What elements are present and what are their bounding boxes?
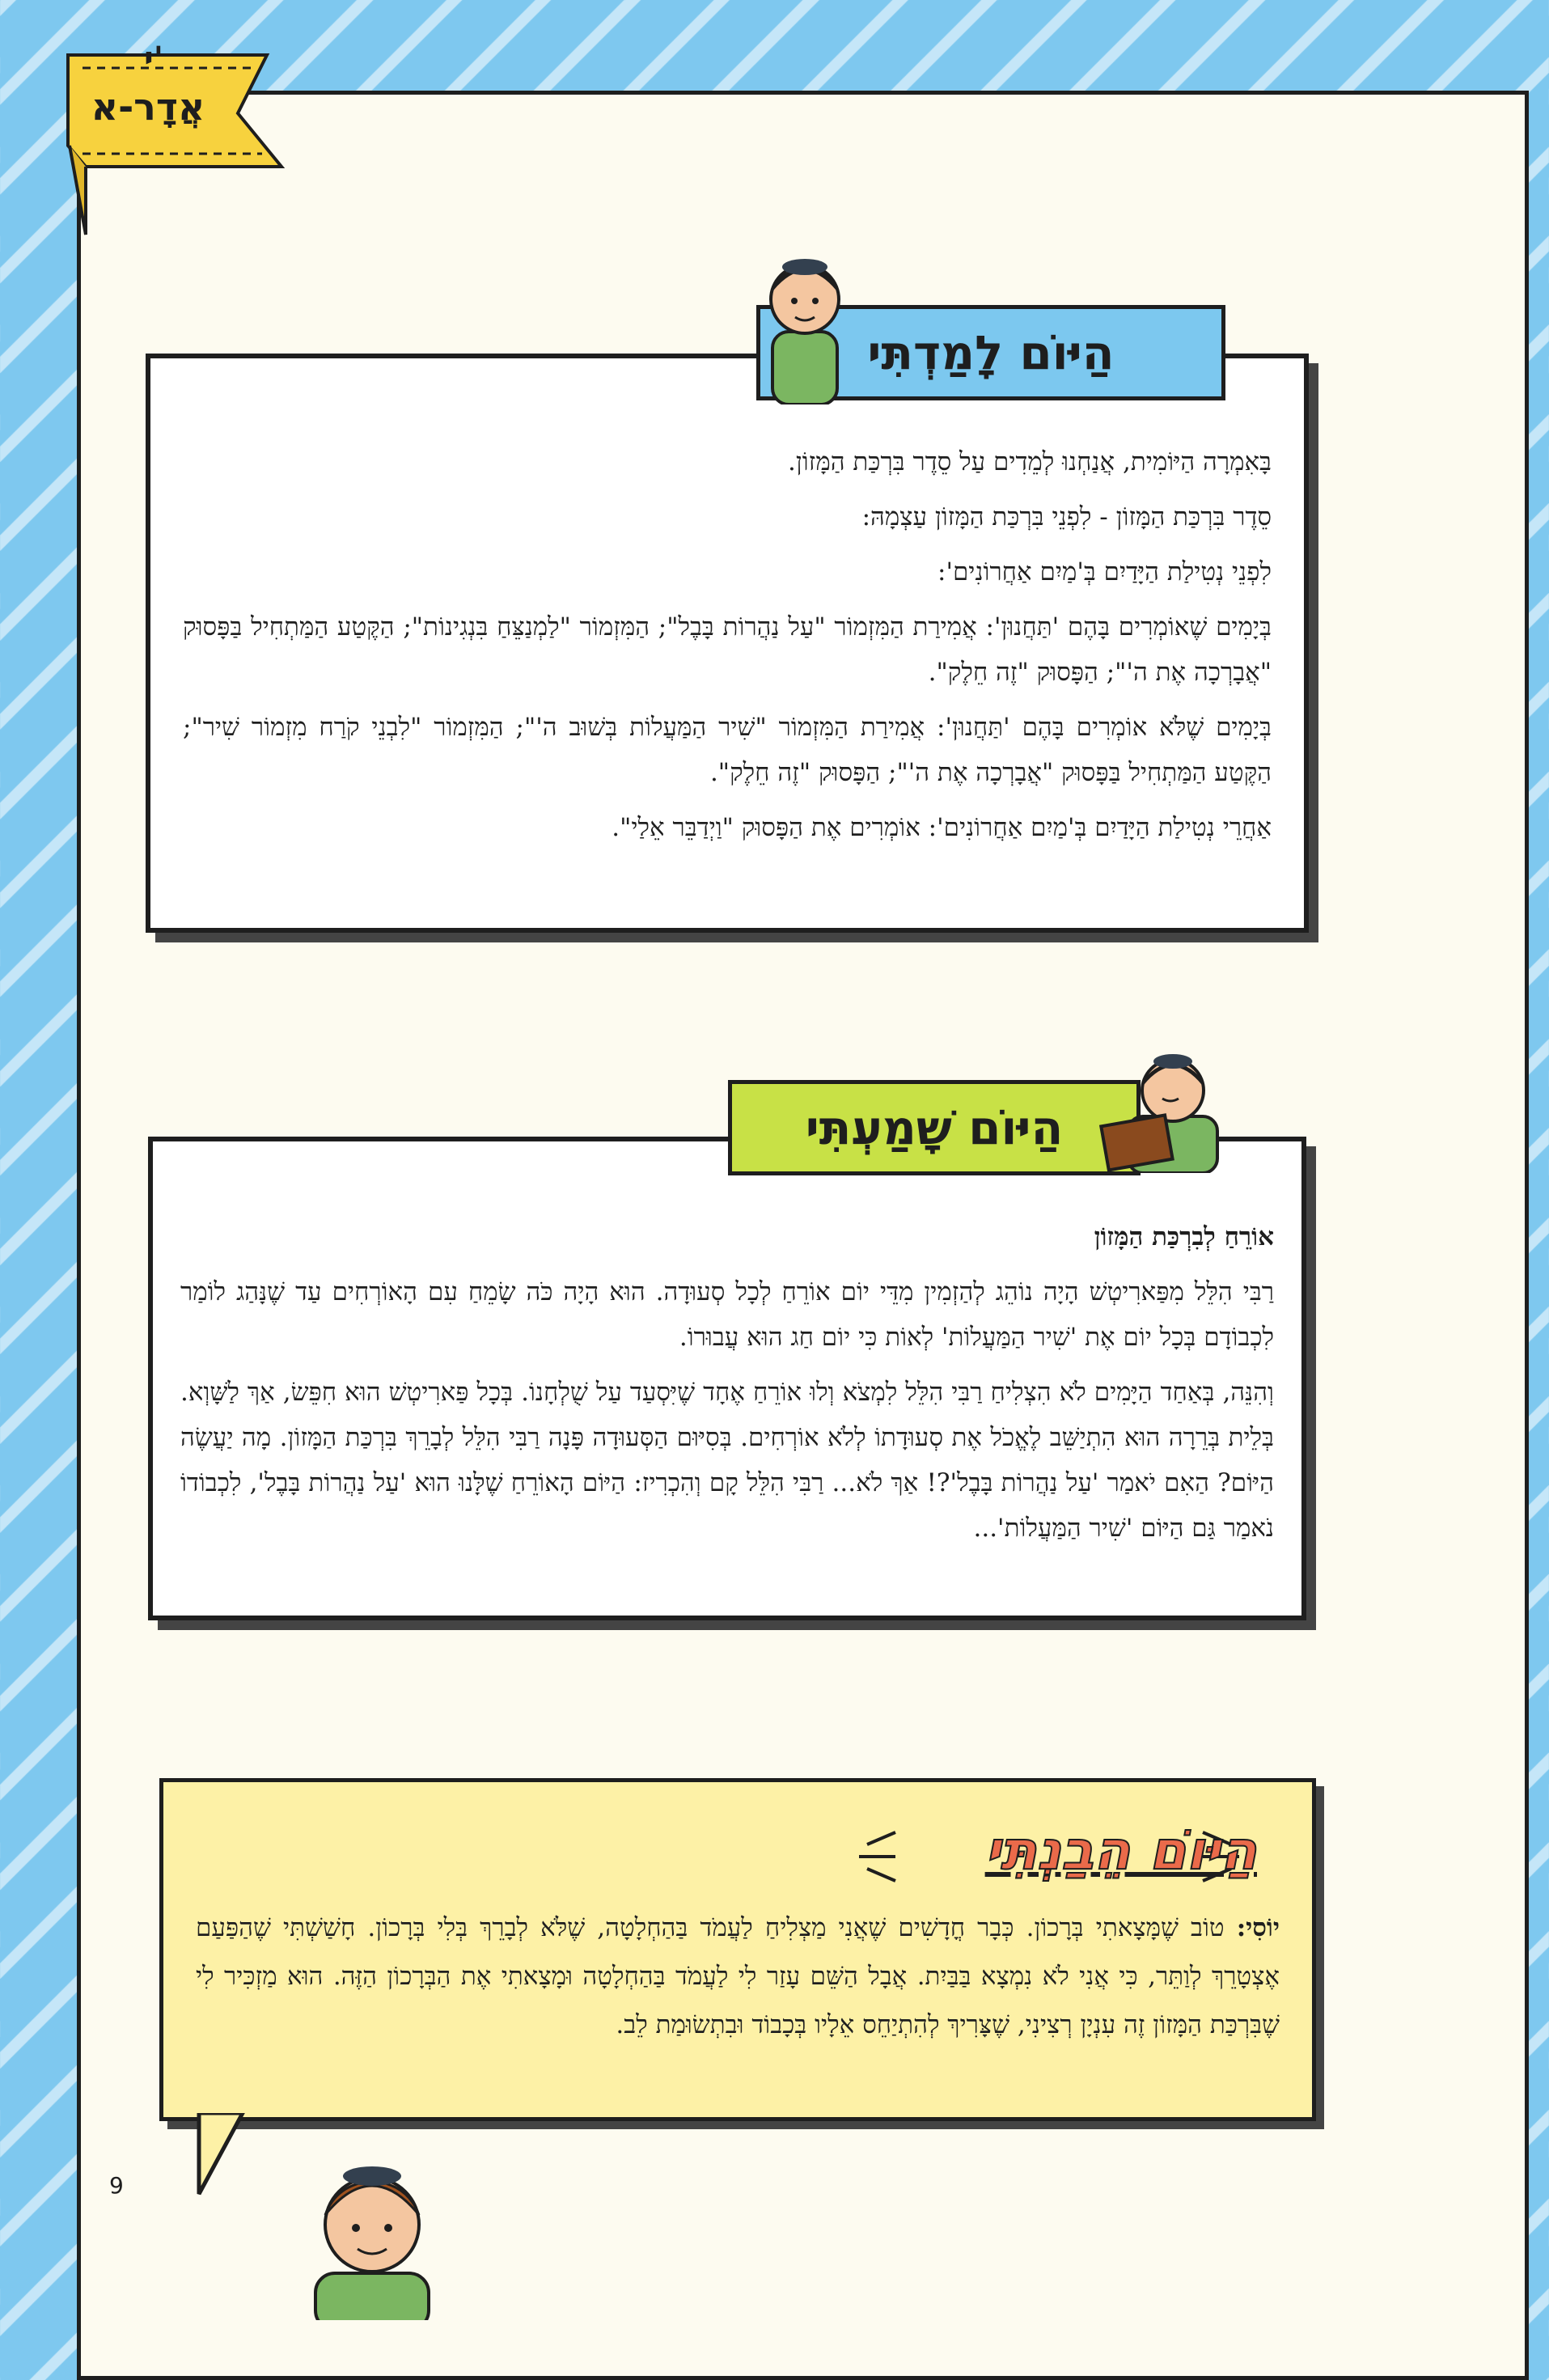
speaker-quote: טוֹב שֶׁמָּצָאתִי בְּרָכוֹן. כְּבָר חֳדָשִׁים שֶׁאֲנִי מַצְלִיחַ לַעֲמֹד בַּהַחְלָטָה, שֶׁלֹּא לְבָרֵךְ בְּלִי בְּרָכוֹן. חָשַׁשְׁתִּי שֶׁהַפַּעַם אֶצְטָרֵךְ לְוַתֵּר, כִּי אֲנִי לֹא נִמְצָא בַּבַּיִת. אֲבָל הַשֵּׁם עָזַר לִי לַעֲמֹד בַּהַחְלָטָה וּמָצָאתִי אֶת הַבְּרָכוֹן הַזֶּה. הוּא מַזְכִּיר לִי שֶׁבִּרְכַּת הַמָּזוֹן זֶה עִנְיָן רְצִינִי, שֶׁצָּרִיךְ לְהִתְיַחֵס אֵלָיו בְּכָבוֹד וּבִתְשׂוּמַת לֵב.	[196, 1913, 1280, 2039]
learned-paragraph: לִפְנֵי נְטִילַת הַיָּדַיִם בְּ'מַיִם אַחֲרוֹנִים':	[937, 557, 1272, 587]
boy-illustration-1	[748, 243, 861, 404]
learned-paragraph: סֵדֶר בִּרְכַּת הַמָּזוֹן - לִפְנֵי בִּרְכַּת הַמָּזוֹן עַצְמָהּ:	[861, 502, 1272, 531]
boy-illustration-3	[299, 2152, 445, 2320]
heard-text	[180, 1214, 1274, 1561]
learned-paragraph: אַחֲרֵי נְטִילַת הַיָּדַיִם בְּ'מַיִם אַחֲרוֹנִים': אוֹמְרִים אֶת הַפָּסוּק "וַיְדַבֵּר אֵלַי".	[612, 813, 1272, 842]
understood-text	[196, 1904, 1280, 2049]
date-month: אֲדָר-א	[91, 85, 205, 129]
learned-paragraph: בְּיָמִים שֶׁאוֹמְרִים בָּהֶם 'תַּחֲנוּן': אֲמִירַת הַמִּזְמוֹר "עַל נַהֲרוֹת בָּבֶל"; הַמִּזְמוֹר "לַמְנַצֵּחַ בִּנְגִינוֹת"; הַקֶּטַע הַמַּתְחִיל בַּפָּסוּק "אֲבָרְכָה אֶת ה'"; הַפָּסוּק "זֶה חֵלֶק".	[183, 612, 1272, 687]
understood-title: הַיּוֹם הֵבַנְתִּי	[984, 1819, 1257, 1882]
heard-banner: הַיּוֹם שָׁמַעְתִּי	[728, 1080, 1141, 1175]
page-number: 9	[109, 2172, 124, 2199]
story-title: אוֹרֵחַ לְבִרְכַּת הַמָּזוֹן	[1094, 1222, 1274, 1251]
learned-text	[183, 439, 1272, 860]
learned-banner: הַיּוֹם לָמַדְתִּי	[756, 305, 1225, 400]
bubble-tail	[194, 2113, 259, 2202]
speaker-name: יוֹסִי:	[1236, 1913, 1280, 1942]
heard-paragraph: וְהִנֵּה, בְּאַחַד הַיָּמִים לֹא הִצְלִיחַ רַבִּי הִלֵּל לִמְצֹא וְלוּ אוֹרֵחַ אֶחָד שֶׁיִּסְעַד עַל שֻׁלְחָנוֹ. בְּכָל פַּארִיטְשׁ הוּא חִפֵּשׂ, אַךְ לַשָּׁוְא. בְּלֵית בְּרֵרָה הוּא הִתְיַשֵּׁב לֶאֱכֹל אֶת סְעוּדָתוֹ לְלֹא אוֹרְחִים. בְּסִיּוּם הַסְּעוּדָה פָּנָה רַבִּי הִלֵּל לְבָרֵךְ בִּרְכַּת הַמָּזוֹן. מָה יַעֲשֶׂה הַיּוֹם? הַאִם יֹאמַר 'עַל נַהֲרוֹת בָּבֶל'?! אַךְ לֹא... רַבִּי הִלֵּל קָם וְהִכְרִיז: הַיּוֹם הָאוֹרֵחַ שֶׁלָּנוּ הוּא 'עַל נַהֲרוֹת בָּבֶל', לִכְבוֹדוֹ נֹאמַר גַּם הַיּוֹם 'שִׁיר הַמַּעֲלוֹת'...	[180, 1378, 1274, 1543]
learned-paragraph: בָּאִמְרָה הַיּוֹמִית, אֲנַחְנוּ לְמֵדִים עַל סֵדֶר בִּרְכַּת הַמָּזוֹן.	[788, 447, 1272, 476]
sparkle-icon	[851, 1824, 899, 1889]
learned-box	[146, 354, 1309, 933]
boy-reading-illustration	[1096, 1044, 1234, 1173]
heard-paragraph: רַבִּי הִלֵּל מִפַּארִיטְשׁ הָיָה נוֹהֵג לְהַזְמִין מִדֵּי יוֹם אוֹרֵחַ לְכָל סְעוּדָה. הוּא הָיָה כֹּה שָׂמֵחַ עִם הָאוֹרְחִים עַד שֶׁנָּהַג לוֹמַר לִכְבוֹדָם בְּכָל יוֹם אֶת 'שִׁיר הַמַּעֲלוֹת' לְאוֹת כִּי יוֹם חַג הוּא עֲבוּרוֹ.	[180, 1277, 1274, 1352]
learned-paragraph: בְּיָמִים שֶׁלֹּא אוֹמְרִים בָּהֶם 'תַּחֲנוּן': אֲמִירַת הַמִּזְמוֹר "שִׁיר הַמַּעֲלוֹת בְּשׁוּב ה'"; הַמִּזְמוֹר "לִבְנֵי קֹרַח מִזְמוֹר שִׁיר"; הַקֶּטַע הַמַּתְחִיל בַּפָּסוּק "אֲבָרְכָה אֶת ה'"; הַפָּסוּק "זֶה חֵלֶק".	[183, 713, 1272, 787]
understood-bubble	[159, 1778, 1316, 2121]
heard-box	[148, 1137, 1306, 1620]
date-day: י'	[143, 40, 164, 78]
